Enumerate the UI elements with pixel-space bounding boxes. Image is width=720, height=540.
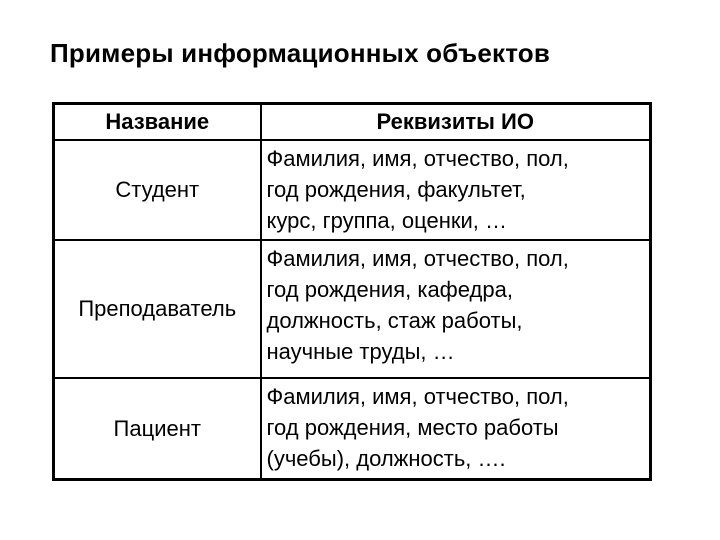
attribute-line: Фамилия, имя, отчество, пол, bbox=[266, 246, 569, 271]
object-name: Пациент bbox=[54, 378, 261, 480]
table-row-student bbox=[54, 140, 651, 240]
object-attributes bbox=[261, 140, 651, 240]
object-name: Преподаватель bbox=[54, 240, 261, 378]
table-header-row bbox=[54, 104, 651, 141]
header-name: Название bbox=[54, 104, 261, 141]
table-row-teacher bbox=[54, 240, 651, 378]
attribute-line: Фамилия, имя, отчество, пол, bbox=[266, 384, 569, 409]
attribute-line: должность, стаж работы, bbox=[266, 308, 523, 333]
object-attributes bbox=[261, 378, 651, 480]
attribute-line: год рождения, факультет, bbox=[266, 177, 526, 202]
attribute-line: курс, группа, оценки, … bbox=[266, 208, 507, 233]
attribute-line: научные труды, … bbox=[266, 339, 455, 364]
header-attributes: Реквизиты ИО bbox=[261, 104, 651, 141]
attribute-line: год рождения, место работы bbox=[266, 415, 559, 440]
object-name: Студент bbox=[54, 140, 261, 240]
attribute-line: (учебы), должность, …. bbox=[266, 446, 506, 471]
object-attributes bbox=[261, 240, 651, 378]
attribute-line: Фамилия, имя, отчество, пол, bbox=[266, 146, 569, 171]
attribute-line: год рождения, кафедра, bbox=[266, 277, 513, 302]
page-title: Примеры информационных объектов bbox=[50, 38, 551, 68]
table-row-patient bbox=[54, 378, 651, 480]
info-objects-table bbox=[52, 102, 652, 481]
